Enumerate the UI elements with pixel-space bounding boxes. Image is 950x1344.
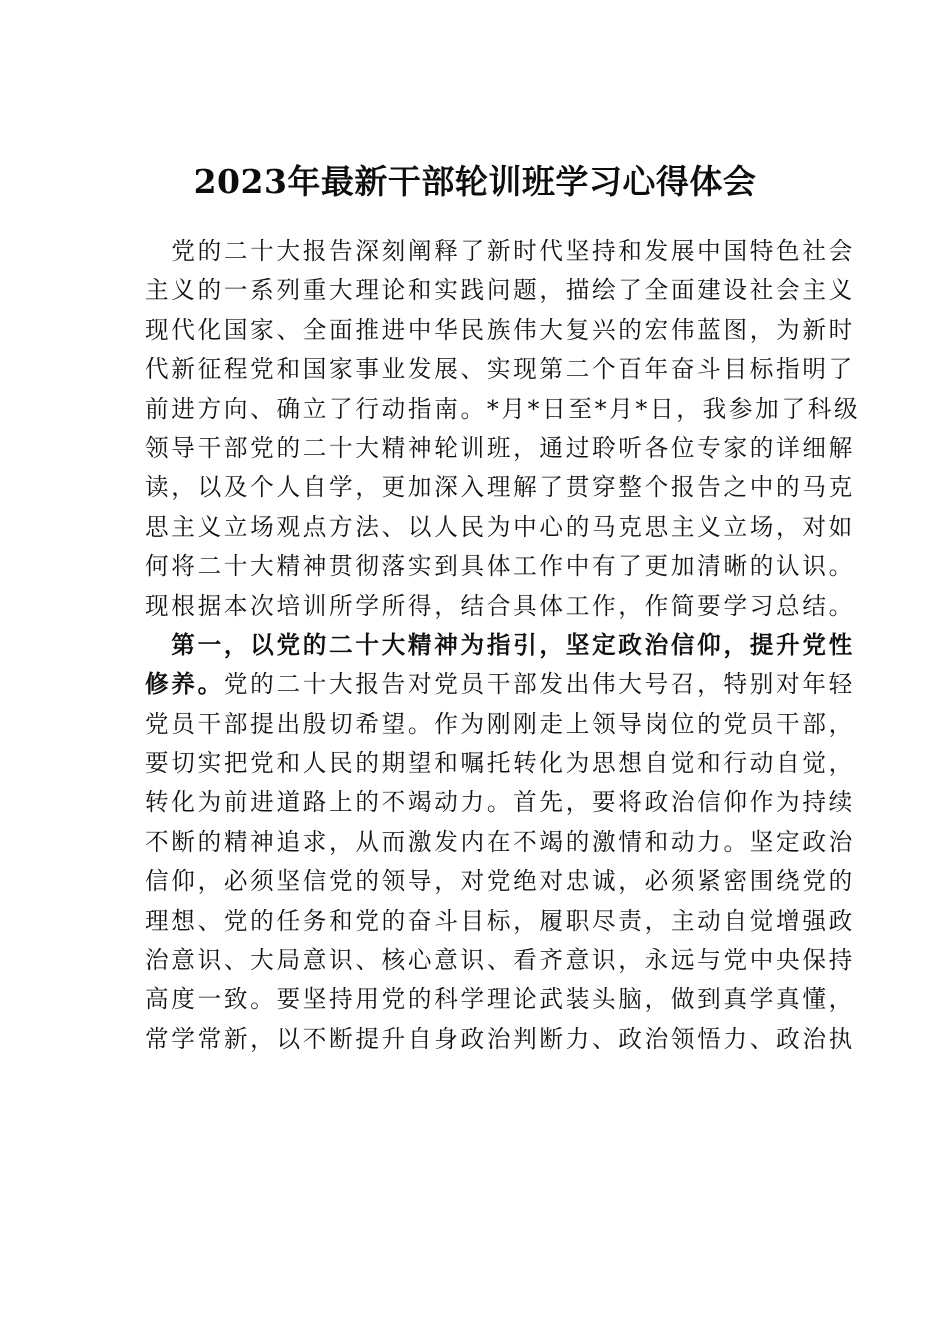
document-title: 2023年最新干部轮训班学习心得体会 <box>193 162 757 202</box>
text-line: 何将二十大精神贯彻落实到具体工作中有了更加清晰的认识。 <box>145 552 855 581</box>
text-line <box>145 665 855 704</box>
text-line: 代新征程党和国家事业发展、实现第二个百年奋斗目标指明了 <box>145 355 855 384</box>
text-line: 不断的精神追求，从而激发内在不竭的激情和动力。坚定政治 <box>145 827 855 856</box>
text-line: 前进方向、确立了行动指南。*月*日至*月*日，我参加了科级 <box>145 394 861 423</box>
text-line: 领导干部党的二十大精神轮训班，通过聆听各位专家的详细解 <box>145 433 855 462</box>
text-line: 信仰，必须坚信党的领导，对党绝对忠诚，必须紧密围绕党的 <box>145 867 855 896</box>
document-body <box>145 232 861 1059</box>
text-line: 转化为前进道路上的不竭动力。首先，要将政治信仰作为持续 <box>145 788 855 817</box>
text-line: 要切实把党和人民的期望和嘱托转化为思想自觉和行动自觉， <box>145 749 855 778</box>
text-line: 现代化国家、全面推进中华民族伟大复兴的宏伟蓝图，为新时 <box>145 315 855 344</box>
text-line: 主义的一系列重大理论和实践问题，描绘了全面建设社会主义 <box>145 276 855 305</box>
text-line: 现根据本次培训所学所得，结合具体工作，作简要学习总结。 <box>145 591 855 620</box>
text-run: 党的二十大报告对党员干部发出伟大号召，特别对年轻 <box>223 670 855 699</box>
section-heading-line: 第一，以党的二十大精神为指引，坚定政治信仰，提升党性 <box>145 630 855 659</box>
paragraph-intro <box>145 232 861 626</box>
section-heading-end: 修养。 <box>145 670 224 699</box>
text-line: 党员干部提出殷切希望。作为刚刚走上领导岗位的党员干部， <box>145 709 855 738</box>
text-line: 理想、党的任务和党的奋斗目标，履职尽责，主动自觉增强政 <box>145 906 855 935</box>
text-line: 治意识、大局意识、核心意识、看齐意识，永远与党中央保持 <box>145 946 855 975</box>
text-line: 常学常新，以不断提升自身政治判断力、政治领悟力、政治执 <box>145 1024 855 1053</box>
text-line: 高度一致。要坚持用党的科学理论武装头脑，做到真学真懂， <box>145 985 855 1014</box>
text-line: 党的二十大报告深刻阐释了新时代坚持和发展中国特色社会 <box>145 237 855 265</box>
text-line: 思主义立场观点方法、以人民为中心的马克思主义立场，对如 <box>145 512 855 541</box>
paragraph-first-point <box>145 626 855 1059</box>
text-line: 读，以及个人自学，更加深入理解了贯穿整个报告之中的马克 <box>145 473 855 502</box>
